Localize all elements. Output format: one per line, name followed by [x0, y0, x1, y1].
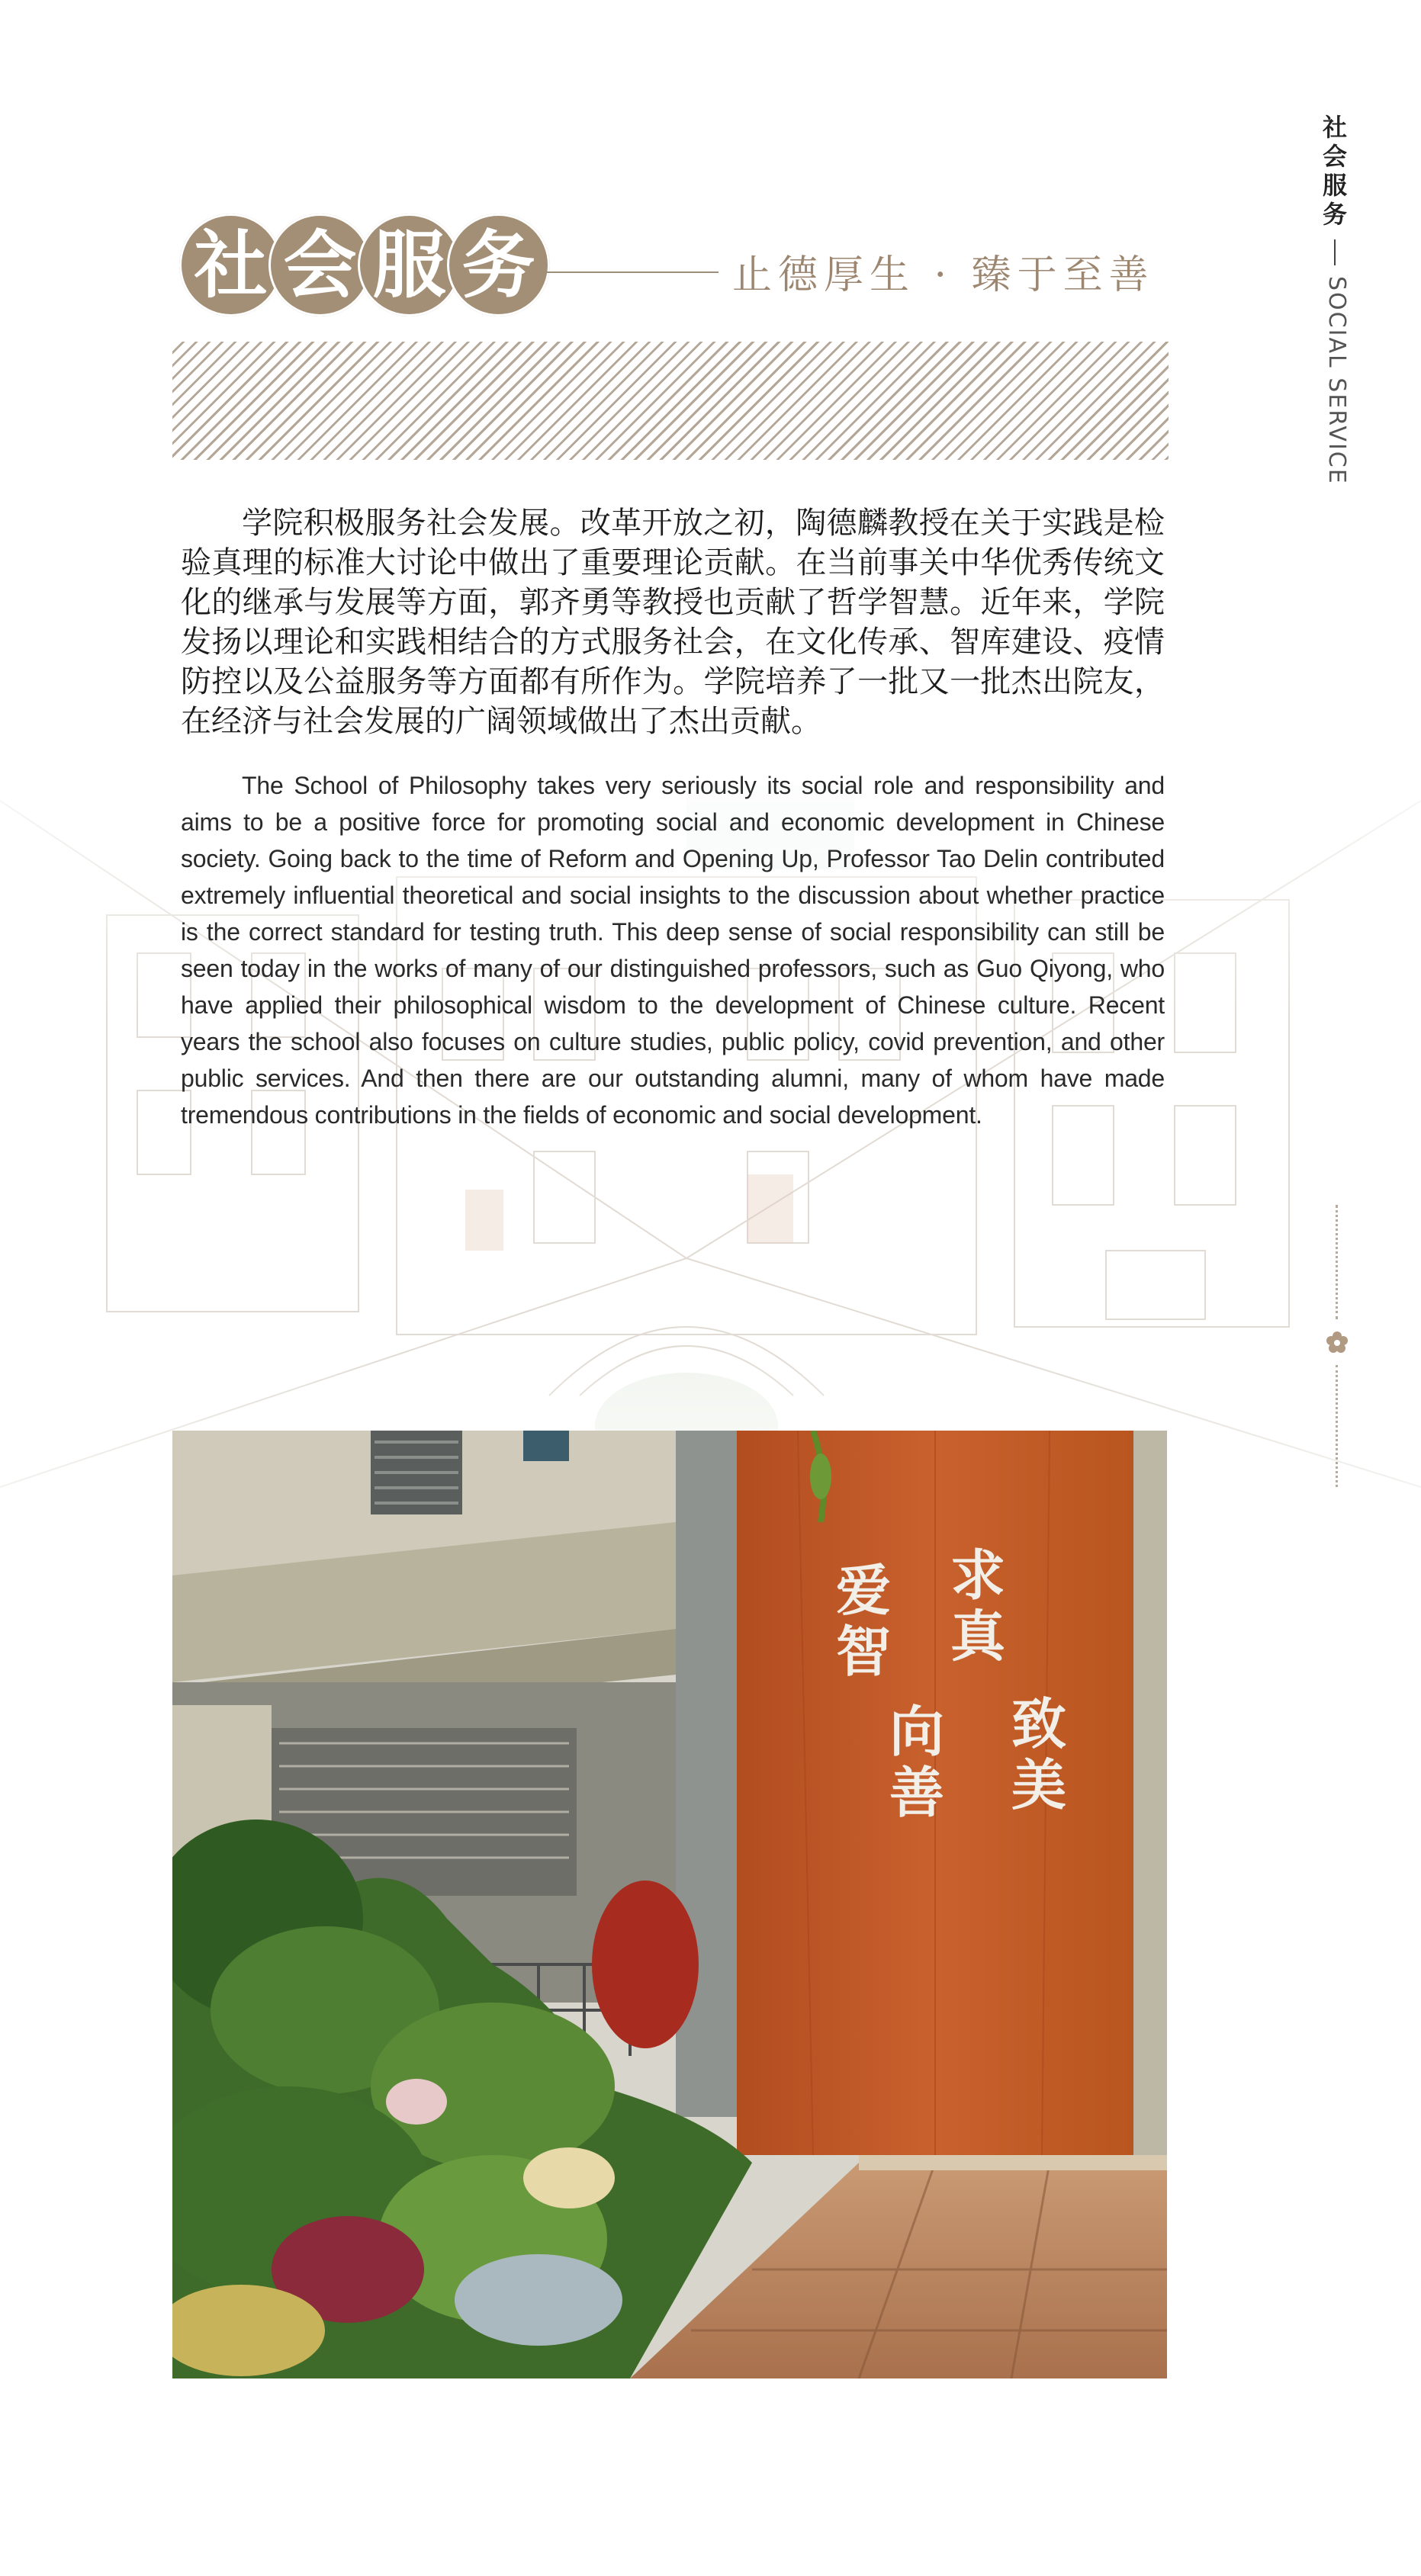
wall-char: 智 — [836, 1619, 892, 1684]
title-char: 务 — [447, 214, 550, 316]
paragraph-english: The School of Philosophy takes very seriously its social role and responsibility and aims to be a positive force for promoting social and economic development in Chinese society. Going back to the time of Reform and Opening Up, Professor Tao Delin contributed extremely influential theoretical and social insights to the discussion about whether practice is the correct standard for testing truth. This deep sense of social responsibility can still be seen today in the works of many of our distinguished professors, such as Guo Qiyong, who have applied their philosophical wisdom to the development of Chinese culture. Recent years the school also focuses on culture studies, public policy, covid prevention, and other public services. And then there are our outstanding alumni, many of whom have made tremendous contributions in the fields of economic and social development. — [181, 772, 1165, 1129]
dotted-line-top — [1336, 1205, 1338, 1319]
section-title — [179, 214, 536, 316]
wall-char: 向 — [889, 1699, 945, 1764]
side-char: 社 — [1322, 113, 1347, 142]
paragraph-chinese: 学院积极服务社会发展。改革开放之初，陶德麟教授在关于实践是检验真理的标准大讨论中做出了重要理论贡献。在当前事关中华优秀传统文化的继承与发展等方面，郭齐勇等教授也贡献了哲学智慧。近年来，学院发扬以理论和实践相结合的方式服务社会，在文化传承、智库建设、疫情防控以及公益服务等方面都有所作为。学院培养了一批又一批杰出院友，在经济与社会发展的广阔领域做出了杰出贡献。 — [181, 506, 1165, 739]
wall-char: 善 — [889, 1760, 945, 1825]
title-char: 社 — [179, 214, 282, 316]
wall-char: 爱 — [836, 1558, 892, 1623]
title-char: 服 — [358, 214, 461, 316]
wall-char: 真 — [950, 1604, 1006, 1669]
side-label-cn — [1320, 113, 1350, 229]
title-char: 会 — [268, 214, 371, 316]
side-char: 服 — [1322, 171, 1347, 200]
flower-icon — [1326, 1331, 1349, 1354]
wall-char: 求 — [950, 1543, 1006, 1608]
side-char: 会 — [1322, 142, 1347, 171]
wall-char: 美 — [1011, 1752, 1067, 1817]
dotted-line-bottom — [1336, 1365, 1338, 1487]
campus-photo-illustration — [172, 1431, 1167, 2378]
motto: 止德厚生 · 臻于至善 — [732, 252, 1155, 298]
title-divider — [543, 271, 719, 273]
wall-char: 致 — [1011, 1691, 1067, 1756]
side-label — [1320, 113, 1350, 485]
hatched-banner — [172, 342, 1169, 460]
campus-photo — [172, 1431, 1167, 2378]
side-char: 务 — [1322, 200, 1347, 229]
side-label-en: SOCIAL SERVICE — [1323, 276, 1350, 485]
side-divider — [1334, 239, 1336, 265]
